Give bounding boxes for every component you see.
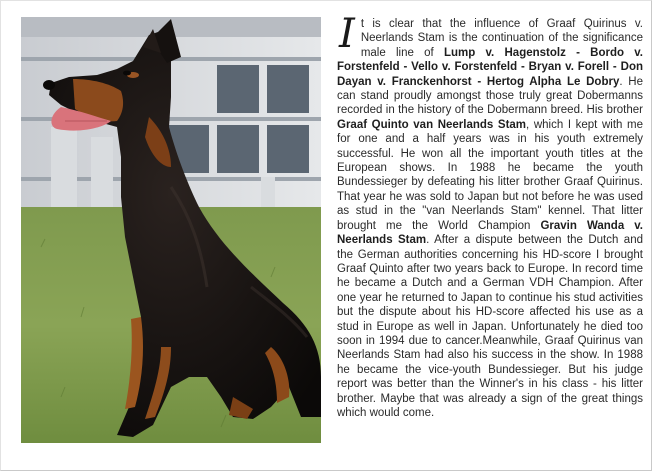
article-segment: . He can stand proudly amongst those truly great Dobermanns recorded in the history of the Dobermann breed. His brother <box>337 75 643 117</box>
dog-name-gravin-wanda: Gravin Wanda v. Neerlands Stam <box>337 219 644 247</box>
article-text <box>337 11 644 420</box>
dog-name-graaf-quinto: Graaf Quinto van Neerlands Stam <box>337 118 527 131</box>
article-segment: t is clear that the influence of Graaf Quirinus v. Neerlands Stam is the continuation of the significance male line of <box>360 18 643 59</box>
drop-cap-letter: I <box>339 11 355 57</box>
dobermann-photo <box>21 17 321 443</box>
article-segment: , which I kept with me for one and a half years was in his youth extremely successful. He won all the important youth titles at the European shows. In 1988 he became the youth Bundessieger by defeating his litter brother Graaf Quirinus. That year he was sold to Japan but not before he was used as stud in the "van Neerlands Stam" kennel. That litter brought me the World Champion <box>337 118 643 232</box>
male-line-names: Lump v. Hagenstolz - Bordo v. Forstenfeld - Vello v. Forstenfeld - Bryan v. Forell - Don Dayan v. Franckenhorst - Hertog Alpha Le Dobry <box>337 46 643 88</box>
article-segment: . After a dispute between the Dutch and the German authorities concerning his HD-score I brought Graaf Quinto after two years back to Europe. In record time he became a Dutch and a German VDH Champion. After one year he returned to Japan to continue his stud activities but the dispute about his HD-score affected his use as a stud in Europe as well in Japan. Unfortunately he died too soon in 1994 due to cancer.Meanwhile, Graaf Quirinus van Neerlands Stam had also his success in the show. In 1988 he became the vice-youth Bundessieger. But his judge report was better than the Winner's in his class - his litter brother. Maybe that was already a sign of the great things which would come. <box>337 234 643 419</box>
